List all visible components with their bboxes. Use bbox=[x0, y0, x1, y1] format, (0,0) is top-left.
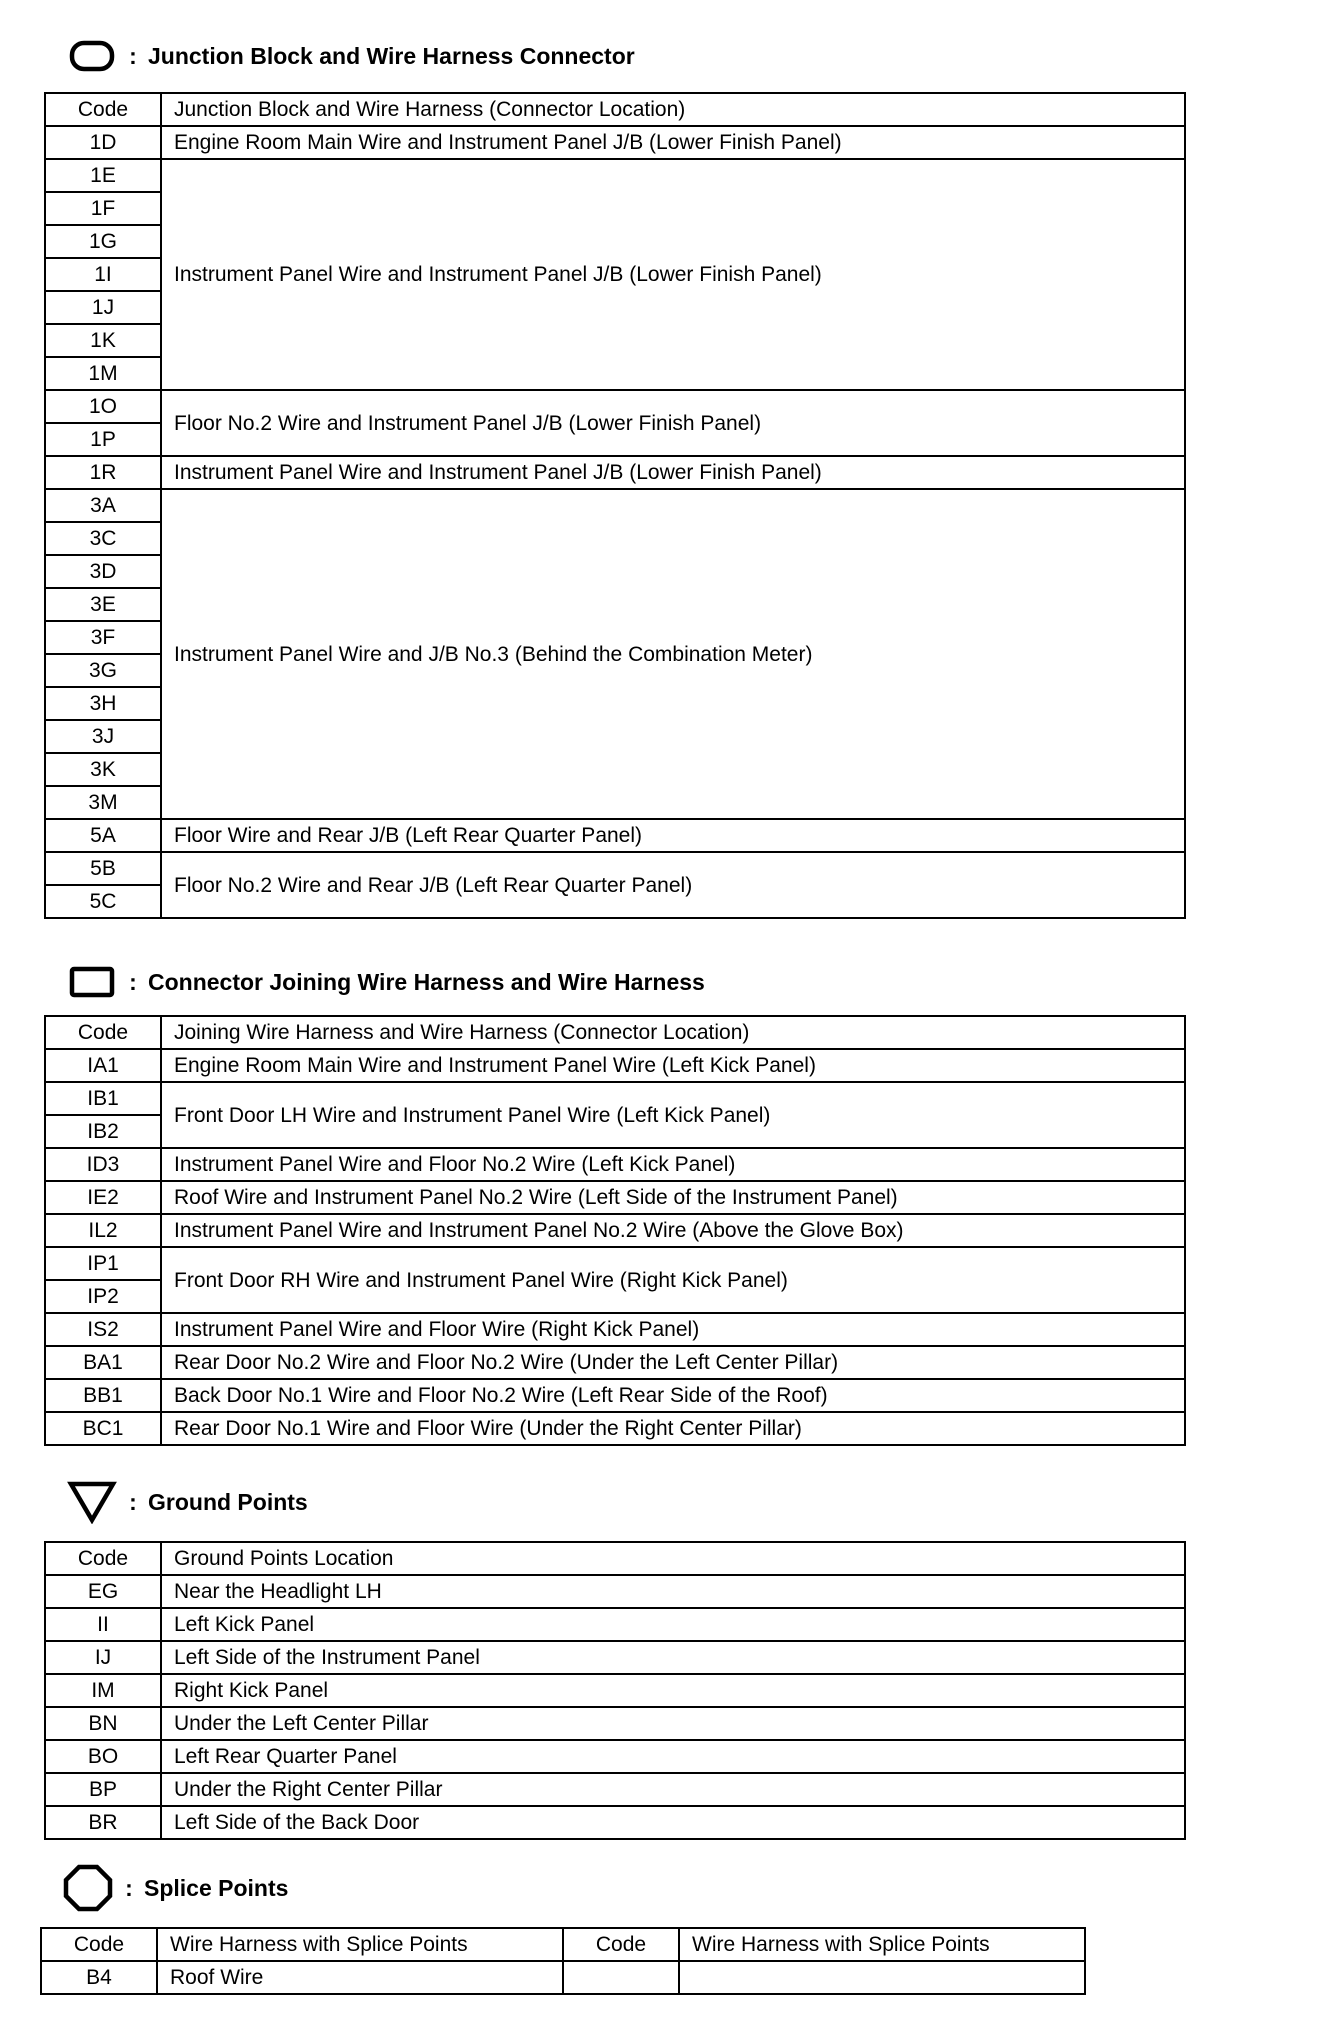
desc-cell: Floor Wire and Rear J/B (Left Rear Quarter Panel) bbox=[161, 819, 1185, 852]
section-colon: : bbox=[129, 1488, 137, 1515]
section-title: Junction Block and Wire Harness Connector bbox=[148, 42, 635, 69]
desc-cell: Under the Right Center Pillar bbox=[161, 1773, 1185, 1806]
code-cell: BB1 bbox=[45, 1379, 161, 1412]
rounded-rectangle-icon bbox=[66, 34, 118, 78]
desc-cell: Floor No.2 Wire and Rear J/B (Left Rear Quarter Panel) bbox=[161, 852, 1185, 918]
desc-cell: Instrument Panel Wire and Instrument Panel No.2 Wire (Above the Glove Box) bbox=[161, 1214, 1185, 1247]
header-desc: Wire Harness with Splice Points bbox=[679, 1928, 1085, 1961]
rectangle-icon bbox=[66, 960, 118, 1004]
code-cell: 3E bbox=[45, 588, 161, 621]
desc-cell: Engine Room Main Wire and Instrument Panel Wire (Left Kick Panel) bbox=[161, 1049, 1185, 1082]
table-row bbox=[45, 390, 1185, 423]
code-cell: 3G bbox=[45, 654, 161, 687]
code-cell: IJ bbox=[45, 1641, 161, 1674]
code-cell: 1G bbox=[45, 225, 161, 258]
octagon-icon bbox=[62, 1866, 114, 1910]
code-cell: 1M bbox=[45, 357, 161, 390]
header-code: Code bbox=[45, 93, 161, 126]
table-row bbox=[45, 852, 1185, 885]
code-cell: BO bbox=[45, 1740, 161, 1773]
code-cell: 5B bbox=[45, 852, 161, 885]
header-code: Code bbox=[45, 1016, 161, 1049]
code-cell: 3A bbox=[45, 489, 161, 522]
desc-cell: Instrument Panel Wire and Floor Wire (Right Kick Panel) bbox=[161, 1313, 1185, 1346]
desc-cell: Left Side of the Back Door bbox=[161, 1806, 1185, 1839]
desc-cell: Right Kick Panel bbox=[161, 1674, 1185, 1707]
header-desc: Ground Points Location bbox=[161, 1542, 1185, 1575]
code-cell: BC1 bbox=[45, 1412, 161, 1445]
code-cell: 1F bbox=[45, 192, 161, 225]
desc-cell: Rear Door No.1 Wire and Floor Wire (Under the Right Center Pillar) bbox=[161, 1412, 1185, 1445]
table-row bbox=[41, 1961, 1085, 1994]
table-row bbox=[45, 159, 1185, 192]
code-cell: B4 bbox=[41, 1961, 157, 1994]
table-row bbox=[45, 1379, 1185, 1412]
code-cell: BP bbox=[45, 1773, 161, 1806]
table-row bbox=[45, 1806, 1185, 1839]
section-junction-heading bbox=[66, 34, 635, 78]
desc-cell: Near the Headlight LH bbox=[161, 1575, 1185, 1608]
code-cell: 3D bbox=[45, 555, 161, 588]
table-row bbox=[45, 1082, 1185, 1115]
code-cell: IP2 bbox=[45, 1280, 161, 1313]
section-title: Splice Points bbox=[144, 1874, 289, 1901]
table-row bbox=[45, 126, 1185, 159]
table-row bbox=[45, 819, 1185, 852]
code-cell: 3J bbox=[45, 720, 161, 753]
junction-table bbox=[44, 92, 1186, 919]
table-row bbox=[45, 1740, 1185, 1773]
code-cell: IE2 bbox=[45, 1181, 161, 1214]
desc-cell: Left Kick Panel bbox=[161, 1608, 1185, 1641]
desc-cell: Front Door LH Wire and Instrument Panel Wire (Left Kick Panel) bbox=[161, 1082, 1185, 1148]
table-row bbox=[45, 1641, 1185, 1674]
table-row bbox=[45, 1148, 1185, 1181]
desc-cell: Instrument Panel Wire and Floor No.2 Wire (Left Kick Panel) bbox=[161, 1148, 1185, 1181]
code-cell: 1P bbox=[45, 423, 161, 456]
table-header-row bbox=[45, 1016, 1185, 1049]
desc-cell: Engine Room Main Wire and Instrument Panel J/B (Lower Finish Panel) bbox=[161, 126, 1185, 159]
header-code: Code bbox=[41, 1928, 157, 1961]
code-cell: 3F bbox=[45, 621, 161, 654]
code-cell: 3C bbox=[45, 522, 161, 555]
desc-cell: Back Door No.1 Wire and Floor No.2 Wire (Left Rear Side of the Roof) bbox=[161, 1379, 1185, 1412]
table-header-row bbox=[45, 93, 1185, 126]
table-row bbox=[45, 1313, 1185, 1346]
code-cell: BR bbox=[45, 1806, 161, 1839]
table-row bbox=[45, 1247, 1185, 1280]
table-row bbox=[45, 1412, 1185, 1445]
code-cell: 1J bbox=[45, 291, 161, 324]
table-header-row bbox=[45, 1542, 1185, 1575]
code-cell: EG bbox=[45, 1575, 161, 1608]
desc-cell: Instrument Panel Wire and Instrument Panel J/B (Lower Finish Panel) bbox=[161, 159, 1185, 390]
table-row bbox=[45, 1674, 1185, 1707]
code-cell: 5C bbox=[45, 885, 161, 918]
table-row bbox=[45, 456, 1185, 489]
code-cell bbox=[563, 1961, 679, 1994]
desc-cell: Front Door RH Wire and Instrument Panel Wire (Right Kick Panel) bbox=[161, 1247, 1185, 1313]
desc-cell: Roof Wire and Instrument Panel No.2 Wire (Left Side of the Instrument Panel) bbox=[161, 1181, 1185, 1214]
table-row bbox=[45, 489, 1185, 522]
code-cell: 1O bbox=[45, 390, 161, 423]
table-row bbox=[45, 1214, 1185, 1247]
table-row bbox=[45, 1707, 1185, 1740]
code-cell: 1D bbox=[45, 126, 161, 159]
code-cell: II bbox=[45, 1608, 161, 1641]
code-cell: BN bbox=[45, 1707, 161, 1740]
desc-cell: Left Rear Quarter Panel bbox=[161, 1740, 1185, 1773]
header-desc: Junction Block and Wire Harness (Connector Location) bbox=[161, 93, 1185, 126]
code-cell: 1E bbox=[45, 159, 161, 192]
section-splice-heading bbox=[62, 1866, 288, 1910]
code-cell: IM bbox=[45, 1674, 161, 1707]
table-row bbox=[45, 1346, 1185, 1379]
code-cell: IB2 bbox=[45, 1115, 161, 1148]
desc-cell: Instrument Panel Wire and J/B No.3 (Behind the Combination Meter) bbox=[161, 489, 1185, 819]
code-cell: 5A bbox=[45, 819, 161, 852]
section-title: Ground Points bbox=[148, 1488, 308, 1515]
section-title: Connector Joining Wire Harness and Wire Harness bbox=[148, 968, 705, 995]
code-cell: 3H bbox=[45, 687, 161, 720]
desc-cell: Left Side of the Instrument Panel bbox=[161, 1641, 1185, 1674]
code-cell: BA1 bbox=[45, 1346, 161, 1379]
header-code: Code bbox=[563, 1928, 679, 1961]
desc-cell: Rear Door No.2 Wire and Floor No.2 Wire (Under the Left Center Pillar) bbox=[161, 1346, 1185, 1379]
desc-cell: Floor No.2 Wire and Instrument Panel J/B (Lower Finish Panel) bbox=[161, 390, 1185, 456]
code-cell: IL2 bbox=[45, 1214, 161, 1247]
table-row bbox=[45, 1181, 1185, 1214]
table-header-row bbox=[41, 1928, 1085, 1961]
desc-cell: Instrument Panel Wire and Instrument Panel J/B (Lower Finish Panel) bbox=[161, 456, 1185, 489]
table-row bbox=[45, 1773, 1185, 1806]
section-connector-heading bbox=[66, 960, 705, 1004]
section-ground-heading bbox=[66, 1480, 308, 1524]
code-cell: 3K bbox=[45, 753, 161, 786]
header-desc: Joining Wire Harness and Wire Harness (Connector Location) bbox=[161, 1016, 1185, 1049]
code-cell: IB1 bbox=[45, 1082, 161, 1115]
code-cell: 3M bbox=[45, 786, 161, 819]
code-cell: IA1 bbox=[45, 1049, 161, 1082]
triangle-down-icon bbox=[66, 1480, 118, 1524]
ground-table bbox=[44, 1541, 1186, 1840]
code-cell: 1R bbox=[45, 456, 161, 489]
connector-table bbox=[44, 1015, 1186, 1446]
section-colon: : bbox=[125, 1874, 133, 1901]
desc-cell bbox=[679, 1961, 1085, 1994]
header-code: Code bbox=[45, 1542, 161, 1575]
desc-cell: Under the Left Center Pillar bbox=[161, 1707, 1185, 1740]
table-row bbox=[45, 1608, 1185, 1641]
code-cell: 1K bbox=[45, 324, 161, 357]
table-row bbox=[45, 1575, 1185, 1608]
desc-cell: Roof Wire bbox=[157, 1961, 563, 1994]
code-cell: IP1 bbox=[45, 1247, 161, 1280]
header-desc: Wire Harness with Splice Points bbox=[157, 1928, 563, 1961]
code-cell: 1I bbox=[45, 258, 161, 291]
code-cell: ID3 bbox=[45, 1148, 161, 1181]
section-colon: : bbox=[129, 968, 137, 995]
splice-table bbox=[40, 1927, 1086, 1995]
section-colon: : bbox=[129, 42, 137, 69]
code-cell: IS2 bbox=[45, 1313, 161, 1346]
table-row bbox=[45, 1049, 1185, 1082]
